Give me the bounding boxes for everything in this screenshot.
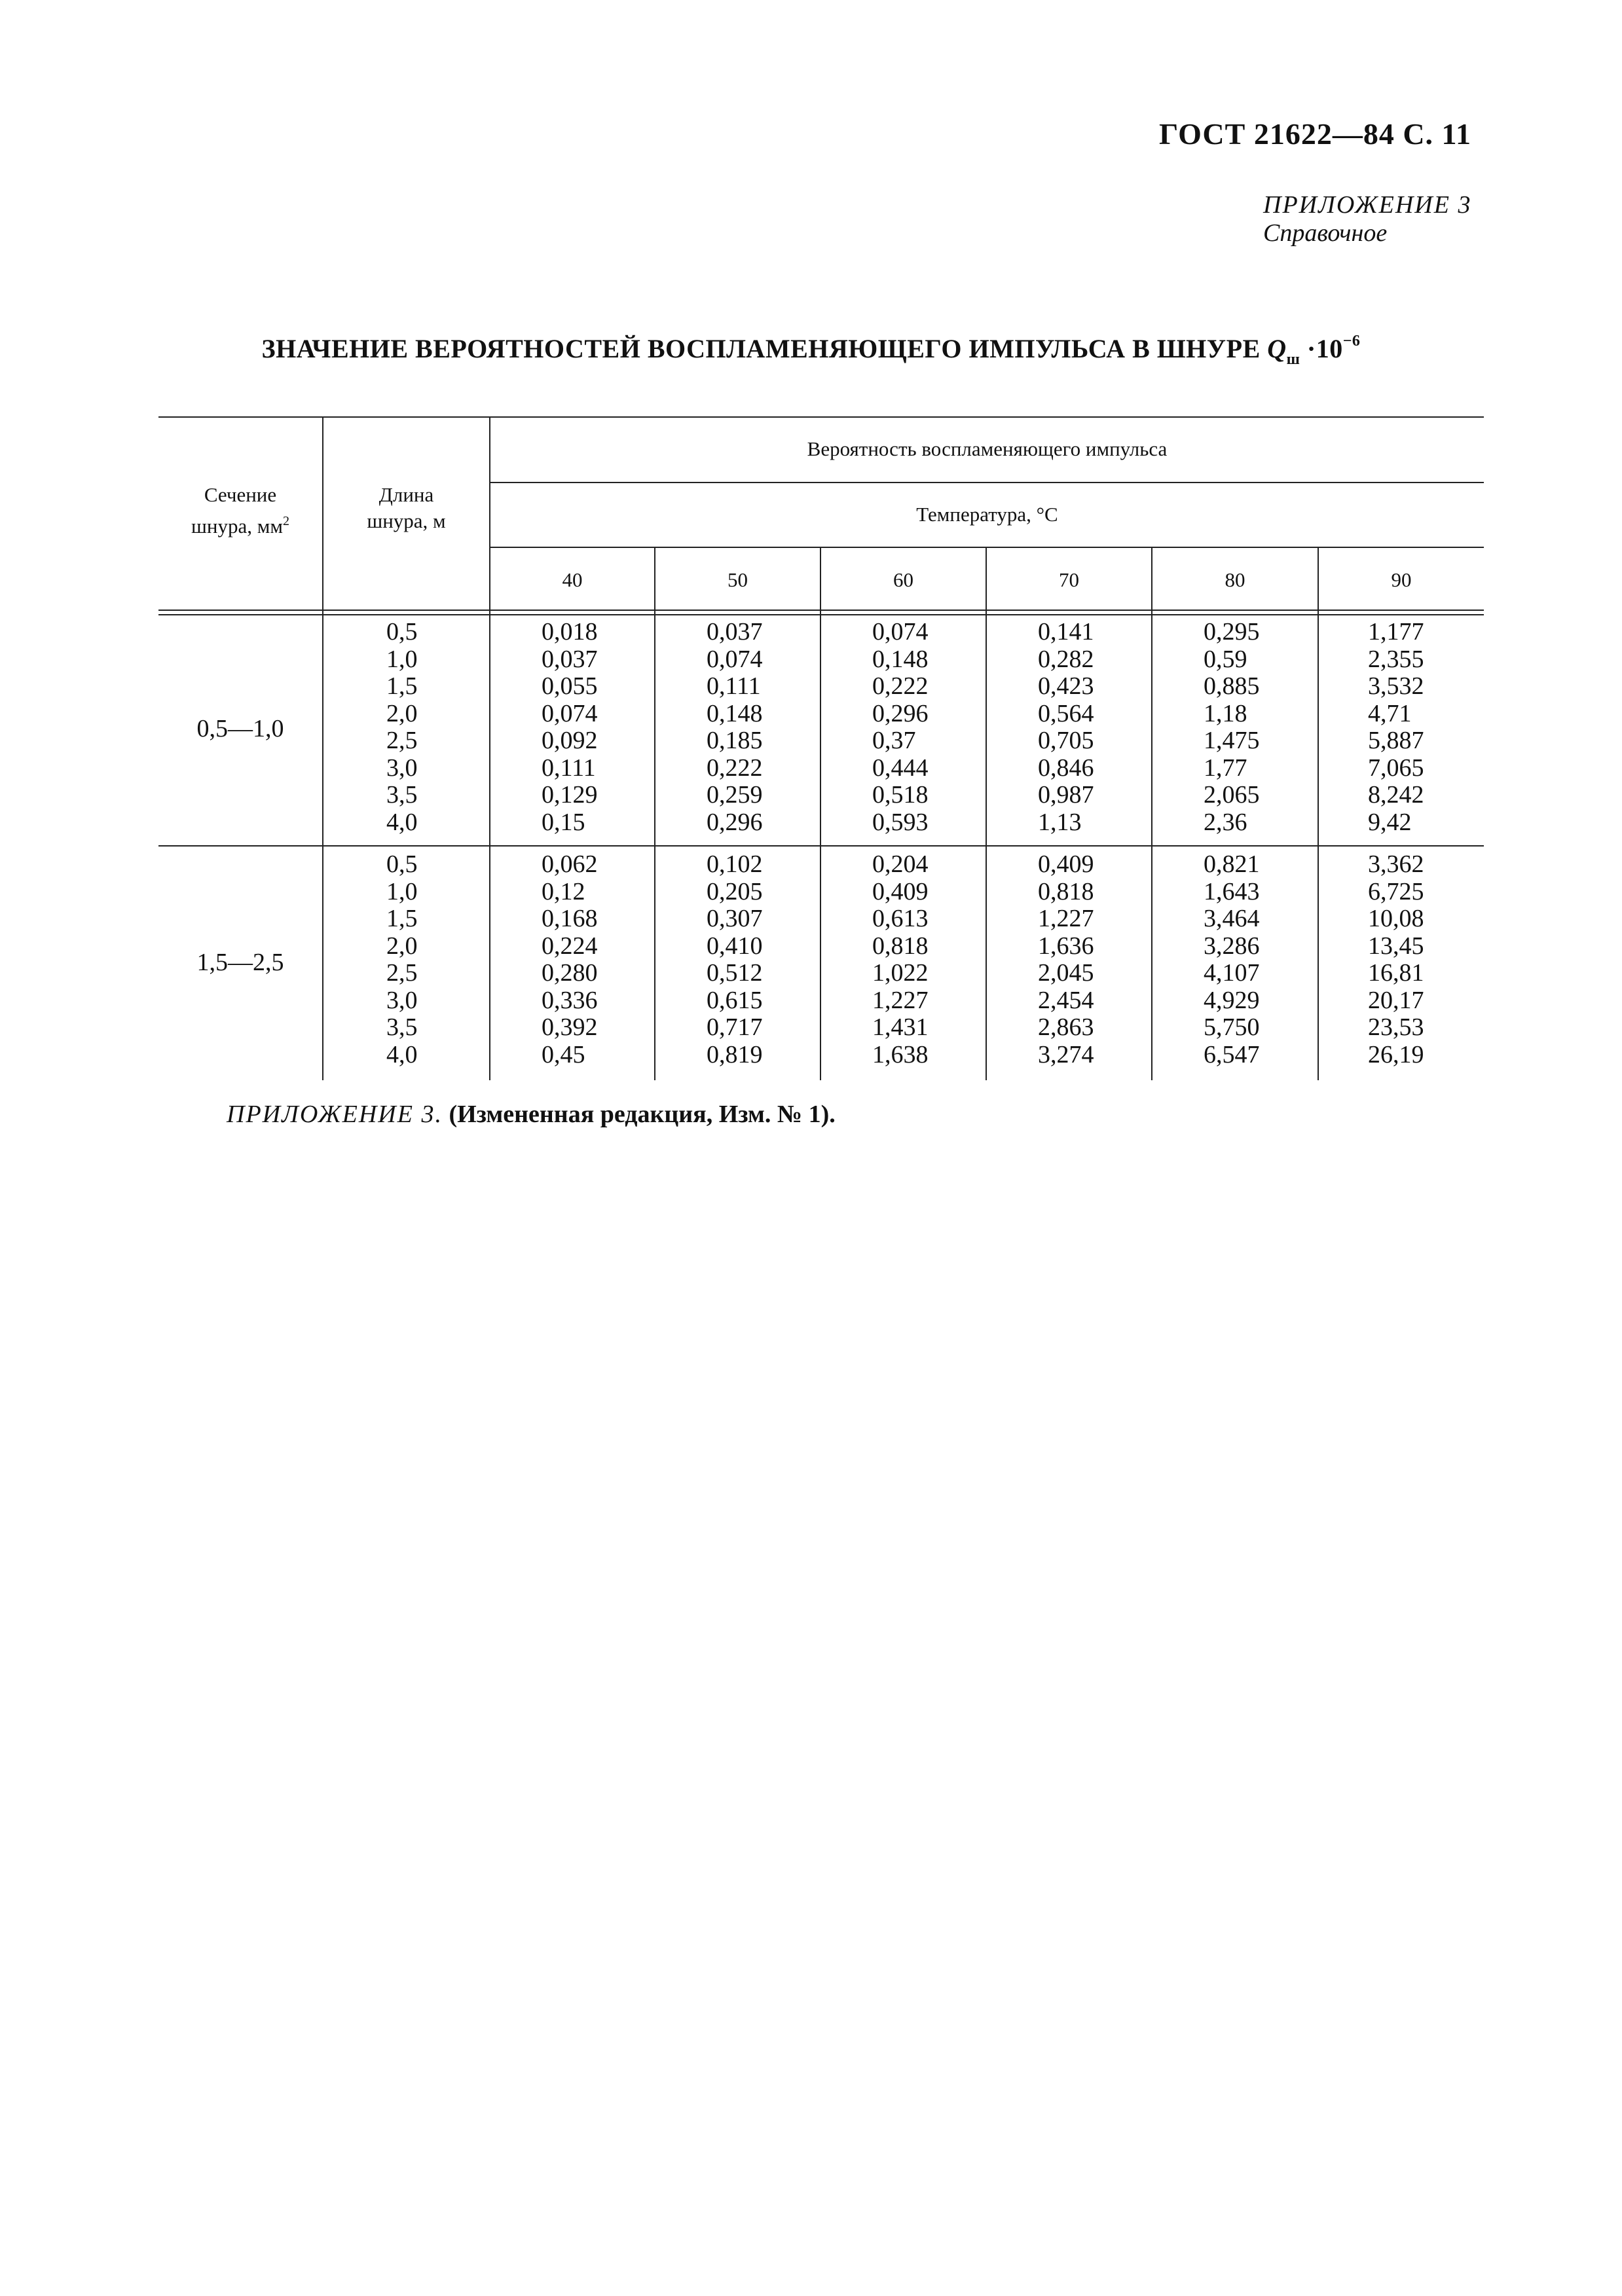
- length-value: 1,0: [386, 645, 418, 673]
- probability-value: 1,13: [1038, 808, 1082, 836]
- length-value: 2,0: [386, 932, 418, 960]
- probability-value: 0,129: [542, 781, 598, 809]
- probability-value: 0,423: [1038, 672, 1094, 700]
- probability-value: 0,222: [872, 672, 929, 700]
- header-probability: Вероятность воспламеняющего импульса: [807, 437, 1168, 460]
- probability-value: 0,593: [872, 808, 929, 836]
- length-value: 0,5: [386, 618, 418, 646]
- probability-value: 0,280: [542, 959, 598, 987]
- temperature-header-cell: 70: [1059, 568, 1079, 591]
- probability-value: 0,15: [542, 808, 585, 836]
- probability-value: 0,818: [872, 932, 929, 960]
- length-value: 2,5: [386, 959, 418, 987]
- length-column: [386, 619, 418, 836]
- length-value: 4,0: [386, 808, 418, 836]
- probability-value: 0,885: [1204, 672, 1260, 700]
- probability-column: [707, 851, 763, 1068]
- header-bottom-rule-double: [158, 614, 1484, 615]
- length-value: 0,5: [386, 850, 418, 878]
- probability-value: 1,643: [1204, 877, 1260, 905]
- header-section: Сечение шнура, $мм^2$: [191, 483, 289, 538]
- probability-value: 3,362: [1368, 850, 1424, 878]
- probability-value: 0,705: [1038, 727, 1094, 754]
- probability-column: [872, 619, 929, 836]
- probability-value: 0,59: [1204, 645, 1247, 673]
- probability-column: [542, 851, 598, 1068]
- probability-value: 0,204: [872, 850, 929, 878]
- probability-value: 0,819: [707, 1040, 763, 1068]
- header-temperature: Температура, °C: [916, 503, 1058, 526]
- probability-value: 0,092: [542, 727, 598, 754]
- probability-value: 0,295: [1204, 618, 1260, 646]
- length-value: 4,0: [386, 1040, 418, 1068]
- probability-value: 3,532: [1368, 672, 1424, 700]
- length-value: 1,5: [386, 672, 418, 700]
- temp-column-divider: [986, 547, 987, 1080]
- probability-value: 7,065: [1368, 754, 1424, 782]
- length-value: 2,0: [386, 699, 418, 727]
- probability-value: 0,409: [872, 877, 929, 905]
- probability-value: 0,148: [872, 645, 929, 673]
- probability-value: 0,037: [707, 618, 763, 646]
- temperature-header-cell: 50: [728, 568, 748, 591]
- probability-value: 2,863: [1038, 1013, 1094, 1041]
- probability-value: 0,336: [542, 986, 598, 1014]
- probability-value: 5,887: [1368, 727, 1424, 754]
- probability-value: 3,274: [1038, 1040, 1094, 1068]
- probability-value: 0,987: [1038, 781, 1094, 809]
- probability-value: 4,71: [1368, 699, 1412, 727]
- header-length: Длина шнура, м: [367, 483, 446, 532]
- probability-value: 2,045: [1038, 959, 1094, 987]
- appendix-kind: Справочное: [1263, 219, 1388, 247]
- probability-value: 0,12: [542, 877, 585, 905]
- probability-value: 1,227: [1038, 905, 1094, 932]
- probability-value: 0,564: [1038, 699, 1094, 727]
- probability-value: 1,431: [872, 1013, 929, 1041]
- length-value: 3,5: [386, 781, 418, 809]
- length-value: 3,0: [386, 986, 418, 1014]
- probability-value: 2,36: [1204, 808, 1247, 836]
- probability-value: 0,307: [707, 905, 763, 932]
- probability-value: 26,19: [1368, 1040, 1424, 1068]
- probability-value: 0,141: [1038, 618, 1094, 646]
- temperature-header-cell: 90: [1391, 568, 1412, 591]
- probability-value: 0,296: [872, 699, 929, 727]
- probability-value: 0,615: [707, 986, 763, 1014]
- probability-value: 1,475: [1204, 727, 1260, 754]
- probability-value: 0,224: [542, 932, 598, 960]
- probability-column: [542, 619, 598, 836]
- probability-value: 1,18: [1204, 699, 1247, 727]
- probability-value: 0,444: [872, 754, 929, 782]
- probability-value: 10,08: [1368, 905, 1424, 932]
- probability-value: 0,45: [542, 1040, 585, 1068]
- length-column: [386, 851, 418, 1068]
- header-bottom-rule: [158, 610, 1484, 611]
- probability-value: 4,929: [1204, 986, 1260, 1014]
- probability-value: 0,296: [707, 808, 763, 836]
- group-header-rule: [489, 482, 1484, 483]
- probability-value: 0,409: [1038, 850, 1094, 878]
- probability-value: 0,717: [707, 1013, 763, 1041]
- probability-value: 0,518: [872, 781, 929, 809]
- probability-value: 1,022: [872, 959, 929, 987]
- probability-value: 0,818: [1038, 877, 1094, 905]
- probability-value: 0,074: [707, 645, 763, 673]
- probability-value: 0,111: [542, 754, 596, 782]
- probability-column: [1038, 619, 1094, 836]
- probability-table: [158, 416, 1484, 1080]
- probability-value: 0,148: [707, 699, 763, 727]
- probability-column: [1038, 851, 1094, 1068]
- probability-value: 4,107: [1204, 959, 1260, 987]
- probability-value: 0,168: [542, 905, 598, 932]
- probability-column: [872, 851, 929, 1068]
- probability-value: 0,055: [542, 672, 598, 700]
- probability-value: 0,074: [542, 699, 598, 727]
- probability-value: 0,111: [707, 672, 761, 700]
- probability-value: 1,636: [1038, 932, 1094, 960]
- probability-value: 23,53: [1368, 1013, 1424, 1041]
- probability-value: 0,512: [707, 959, 763, 987]
- probability-value: 2,355: [1368, 645, 1424, 673]
- probability-column: [1204, 619, 1260, 836]
- probability-value: 0,185: [707, 727, 763, 754]
- probability-value: 5,750: [1204, 1013, 1260, 1041]
- probability-value: 1,177: [1368, 618, 1424, 646]
- temp-column-divider: [1151, 547, 1152, 1080]
- probability-value: 2,454: [1038, 986, 1094, 1014]
- temp-column-divider: [1318, 547, 1319, 1080]
- length-value: 3,5: [386, 1013, 418, 1041]
- probability-value: 13,45: [1368, 932, 1424, 960]
- probability-value: 0,410: [707, 932, 763, 960]
- probability-column: [707, 619, 763, 836]
- probability-value: 0,613: [872, 905, 929, 932]
- probability-value: 1,77: [1204, 754, 1247, 782]
- table-title: ЗНАЧЕНИЕ ВЕРОЯТНОСТЕЙ ВОСПЛАМЕНЯЮЩЕГО ИМПУЛЬСА В ШНУРЕ $Q_ш \cdot 10^{-6}$: [261, 333, 1361, 368]
- probability-value: 2,065: [1204, 781, 1260, 809]
- temperature-header-cell: 40: [562, 568, 583, 591]
- length-value: 3,0: [386, 754, 418, 782]
- appendix-label: ПРИЛОЖЕНИЕ 3: [1263, 191, 1472, 219]
- temperature-header-cell: 60: [893, 568, 913, 591]
- length-value: 1,5: [386, 905, 418, 932]
- probability-value: 0,37: [872, 727, 916, 754]
- probability-value: 0,062: [542, 850, 598, 878]
- probability-value: 0,392: [542, 1013, 598, 1041]
- probability-value: 1,227: [872, 986, 929, 1014]
- probability-value: 6,725: [1368, 877, 1424, 905]
- length-value: 2,5: [386, 727, 418, 754]
- probability-value: 0,259: [707, 781, 763, 809]
- probability-value: 0,222: [707, 754, 763, 782]
- section-value: 1,5—2,5: [196, 949, 284, 976]
- probability-value: 16,81: [1368, 959, 1424, 987]
- probability-value: 8,242: [1368, 781, 1424, 809]
- probability-value: 6,547: [1204, 1040, 1260, 1068]
- probability-value: 0,102: [707, 850, 763, 878]
- probability-column: [1204, 851, 1260, 1068]
- probability-value: 0,205: [707, 877, 763, 905]
- table-top-rule: [158, 416, 1484, 418]
- probability-value: 9,42: [1368, 808, 1412, 836]
- probability-value: 0,821: [1204, 850, 1260, 878]
- document-header: ГОСТ 21622—84 С. 11: [1158, 117, 1471, 151]
- probability-value: 0,037: [542, 645, 598, 673]
- probability-column: [1368, 851, 1424, 1068]
- probability-value: 0,282: [1038, 645, 1094, 673]
- group-separator-rule: [158, 845, 1484, 847]
- probability-value: 0,846: [1038, 754, 1094, 782]
- length-value: 1,0: [386, 877, 418, 905]
- probability-value: 3,464: [1204, 905, 1260, 932]
- temp-column-divider: [820, 547, 821, 1080]
- probability-value: 3,286: [1204, 932, 1260, 960]
- temp-column-divider: [654, 547, 655, 1080]
- footnote: ПРИЛОЖЕНИЕ 3. (Измененная редакция, Изм. № 1).: [227, 1101, 836, 1128]
- probability-value: 20,17: [1368, 986, 1424, 1014]
- probability-value: 0,074: [872, 618, 929, 646]
- probability-value: 1,638: [872, 1040, 929, 1068]
- section-value: 0,5—1,0: [196, 715, 284, 742]
- probability-column: [1368, 619, 1424, 836]
- temperature-header-cell: 80: [1225, 568, 1245, 591]
- probability-value: 0,018: [542, 618, 598, 646]
